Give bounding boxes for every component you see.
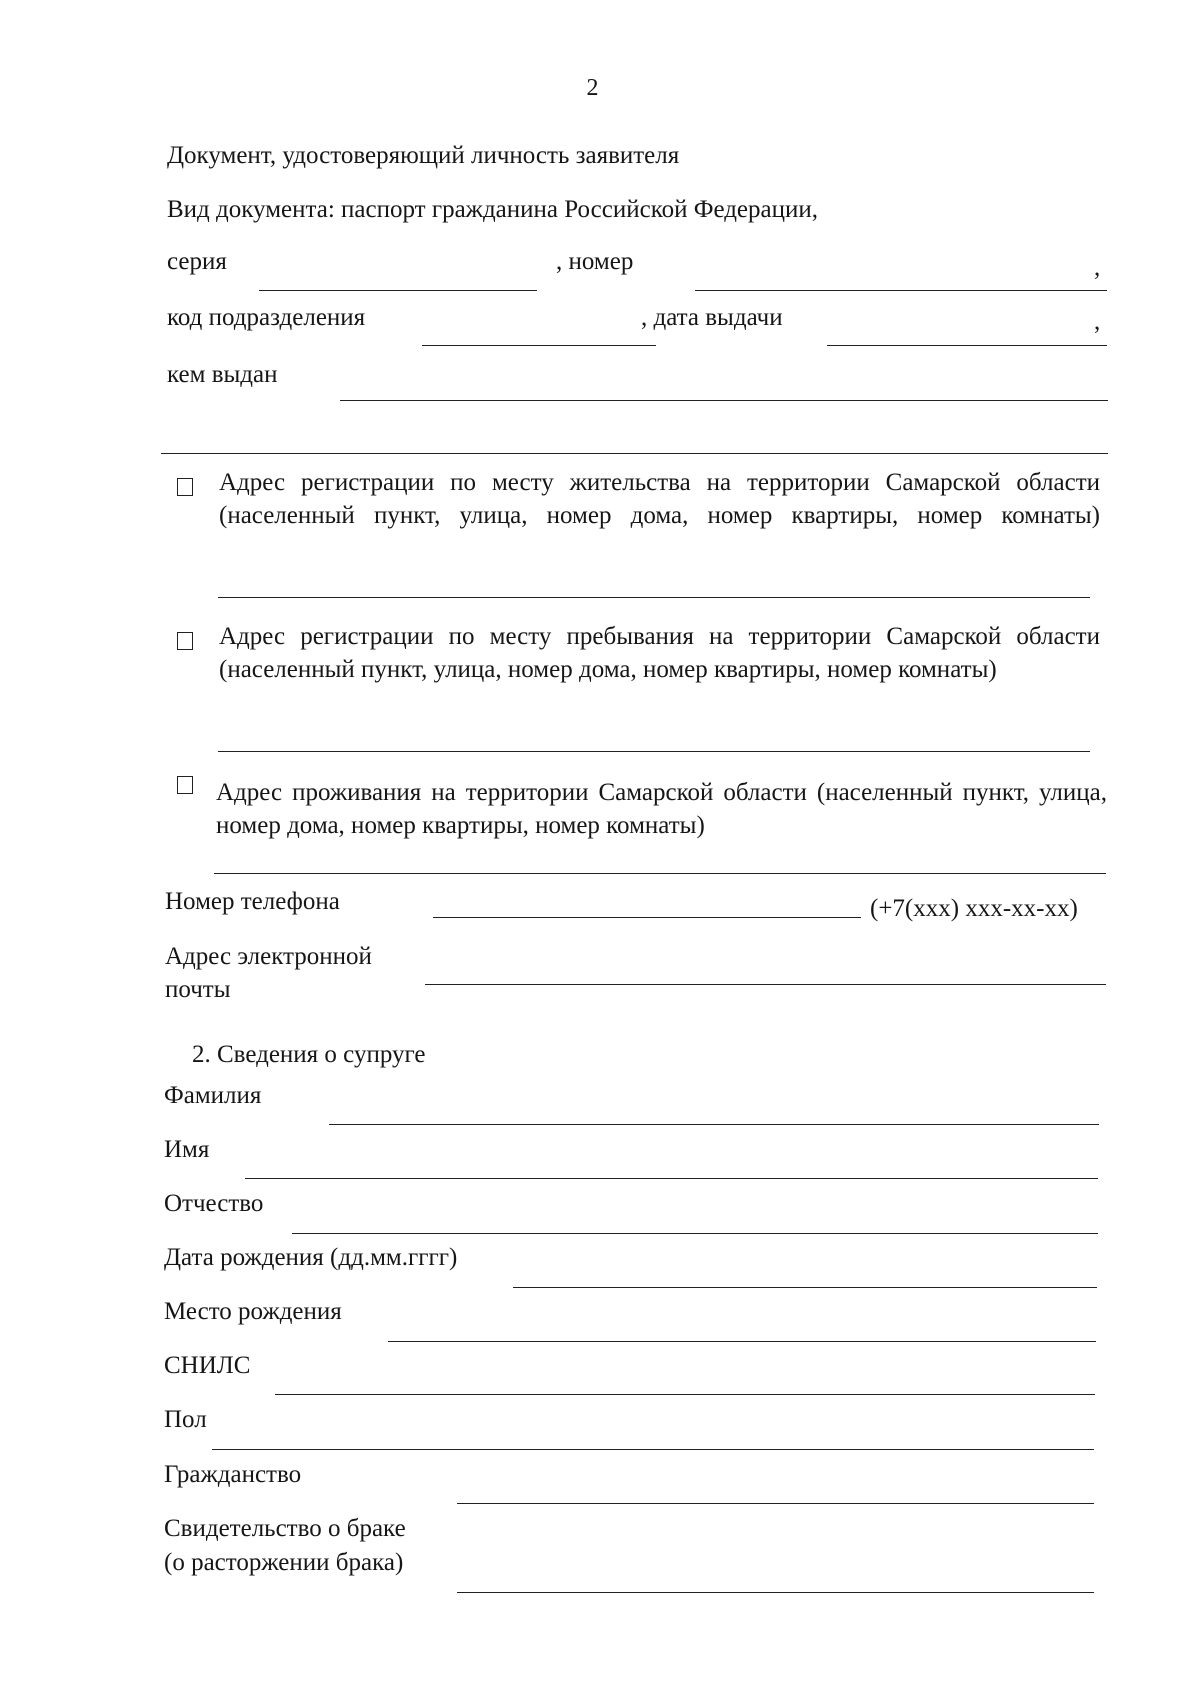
spouse-patronymic-field[interactable]: [292, 1233, 1098, 1234]
email-label-line2: почты: [165, 976, 231, 1003]
phone-label: Номер телефона: [165, 888, 340, 915]
series-label: серия: [167, 248, 227, 275]
address-living-checkbox[interactable]: [177, 776, 193, 794]
spouse-surname-field[interactable]: [329, 1124, 1099, 1125]
issue-date-field[interactable]: [827, 345, 1107, 346]
address-living-label: Адрес проживания на территории Самарской области (населенный пункт, улица, номер дома, номер квартиры, номер комнаты): [216, 779, 1107, 839]
issued-by-label: кем выдан: [167, 361, 278, 388]
spouse-name-field[interactable]: [245, 1178, 1098, 1179]
number-comma: ,: [1094, 254, 1101, 281]
spouse-snils-field[interactable]: [275, 1394, 1095, 1395]
spouse-birth-date-label: Дата рождения (дд.мм.гггг): [164, 1244, 458, 1271]
issue-date-comma: ,: [1094, 308, 1101, 335]
phone-format-hint: (+7(xxx) xxx-xx-xx): [870, 895, 1078, 922]
spouse-birth-place-label: Место рождения: [164, 1298, 342, 1325]
spouse-marriage-cert-label-line1: Свидетельство о браке: [164, 1515, 406, 1542]
email-field[interactable]: [425, 984, 1106, 985]
spouse-section-title: 2. Сведения о супруге: [192, 1041, 426, 1068]
spouse-birth-date-field[interactable]: [513, 1287, 1097, 1288]
email-label-line1: Адрес электронной: [165, 943, 372, 970]
division-code-label: код подразделения: [167, 304, 366, 331]
address-residence-checkbox[interactable]: [177, 478, 193, 496]
division-code-field[interactable]: [422, 345, 656, 346]
spouse-citizenship-label: Гражданство: [164, 1461, 302, 1488]
spouse-birth-place-field[interactable]: [388, 1341, 1096, 1342]
spouse-marriage-cert-field[interactable]: [457, 1592, 1094, 1593]
phone-field[interactable]: [433, 917, 861, 918]
document-type: Вид документа: паспорт гражданина Российской Федерации,: [167, 196, 819, 223]
address-residence-field[interactable]: [218, 597, 1090, 598]
series-field[interactable]: [259, 290, 537, 291]
number-field[interactable]: [695, 290, 1107, 291]
issued-by-field[interactable]: [340, 400, 1108, 401]
spouse-citizenship-field[interactable]: [457, 1503, 1094, 1504]
identity-heading: Документ, удостоверяющий личность заявителя: [167, 142, 680, 169]
spouse-surname-label: Фамилия: [164, 1082, 262, 1109]
address-living-field[interactable]: [214, 873, 1106, 874]
issued-by-field-continued[interactable]: [161, 453, 1108, 454]
address-stay-label: Адрес регистрации по месту пребывания на территории Самарской области (населенный пункт, улица, номер дома, номер квартиры, номер комнаты): [219, 623, 1100, 683]
page-number: 2: [586, 75, 599, 101]
address-stay-field[interactable]: [218, 751, 1090, 752]
spouse-patronymic-label: Отчество: [164, 1190, 264, 1217]
number-label: , номер: [556, 248, 634, 275]
spouse-sex-label: Пол: [164, 1406, 207, 1433]
issue-date-label: , дата выдачи: [641, 304, 783, 331]
spouse-snils-label: СНИЛС: [164, 1352, 251, 1379]
address-residence-label: Адрес регистрации по месту жительства на территории Самарской области (населенный пункт, улица, номер дома, номер квартиры, номер комнаты): [219, 469, 1100, 529]
spouse-name-label: Имя: [164, 1136, 210, 1163]
spouse-marriage-cert-label-line2: (о расторжении брака): [164, 1549, 404, 1576]
spouse-sex-field[interactable]: [212, 1449, 1094, 1450]
address-stay-checkbox[interactable]: [177, 632, 193, 650]
